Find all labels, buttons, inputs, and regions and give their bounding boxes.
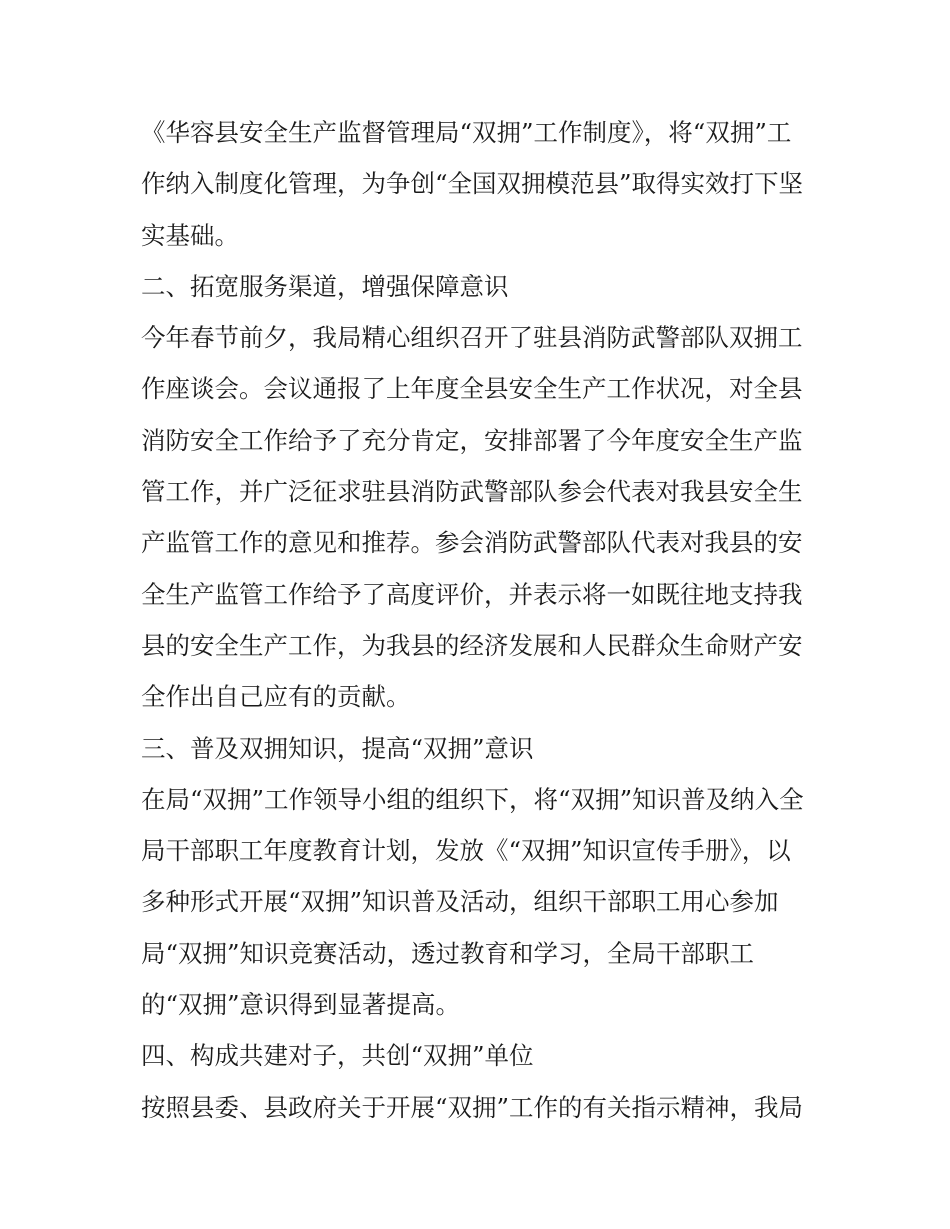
document-body: [141, 107, 821, 1133]
text-line: 全作出自己应有的贡献。: [141, 682, 411, 712]
text-line: 作纳入制度化管理，为争创“全国双拥模范县”取得实效打下坚: [141, 169, 804, 199]
text-line: 在局“双拥”工作领导小组的组织下，将“双拥”知识普及纳入全: [141, 784, 804, 814]
text-line: 全生产监管工作给予了高度评价，并表示将一如既往地支持我: [141, 579, 803, 609]
text-line: 管工作，并广泛征求驻县消防武警部队参会代表对我县安全生: [141, 477, 803, 507]
section-heading: 二、拓宽服务渠道，增强保障意识: [141, 271, 509, 301]
text-line: 作座谈会。会议通报了上年度全县安全生产工作状况，对全县: [141, 374, 803, 404]
text-line: 《华容县安全生产监督管理局“双拥”工作制度》，将“双拥”工: [141, 118, 792, 147]
text-line: 的“双拥”意识得到显著提高。: [141, 990, 461, 1020]
section-heading: 三、普及双拥知识，提高“双拥”意识: [141, 733, 534, 763]
text-line: 消防安全工作给予了充分肯定，安排部署了今年度安全生产监: [141, 425, 803, 455]
text-line: 局“双拥”知识竞赛活动，透过教育和学习，全局干部职工: [141, 938, 755, 968]
text-line: 县的安全生产工作，为我县的经济发展和人民群众生命财产安: [141, 630, 803, 660]
section-heading: 四、构成共建对子，共创“双拥”单位: [141, 1041, 534, 1071]
text-line: 局干部职工年度教育计划，发放《“双拥”知识宣传手册》，以: [141, 836, 791, 866]
text-line: 实基础。: [141, 220, 239, 250]
text-line: 按照县委、县政府关于开展“双拥”工作的有关指示精神，我局: [141, 1092, 804, 1122]
text-line: 产监管工作的意见和推荐。参会消防武警部队代表对我县的安: [141, 528, 803, 558]
text-line: 今年春节前夕，我局精心组织召开了驻县消防武警部队双拥工: [141, 323, 803, 353]
text-line: 多种形式开展“双拥”知识普及活动，组织干部职工用心参加: [141, 887, 779, 917]
